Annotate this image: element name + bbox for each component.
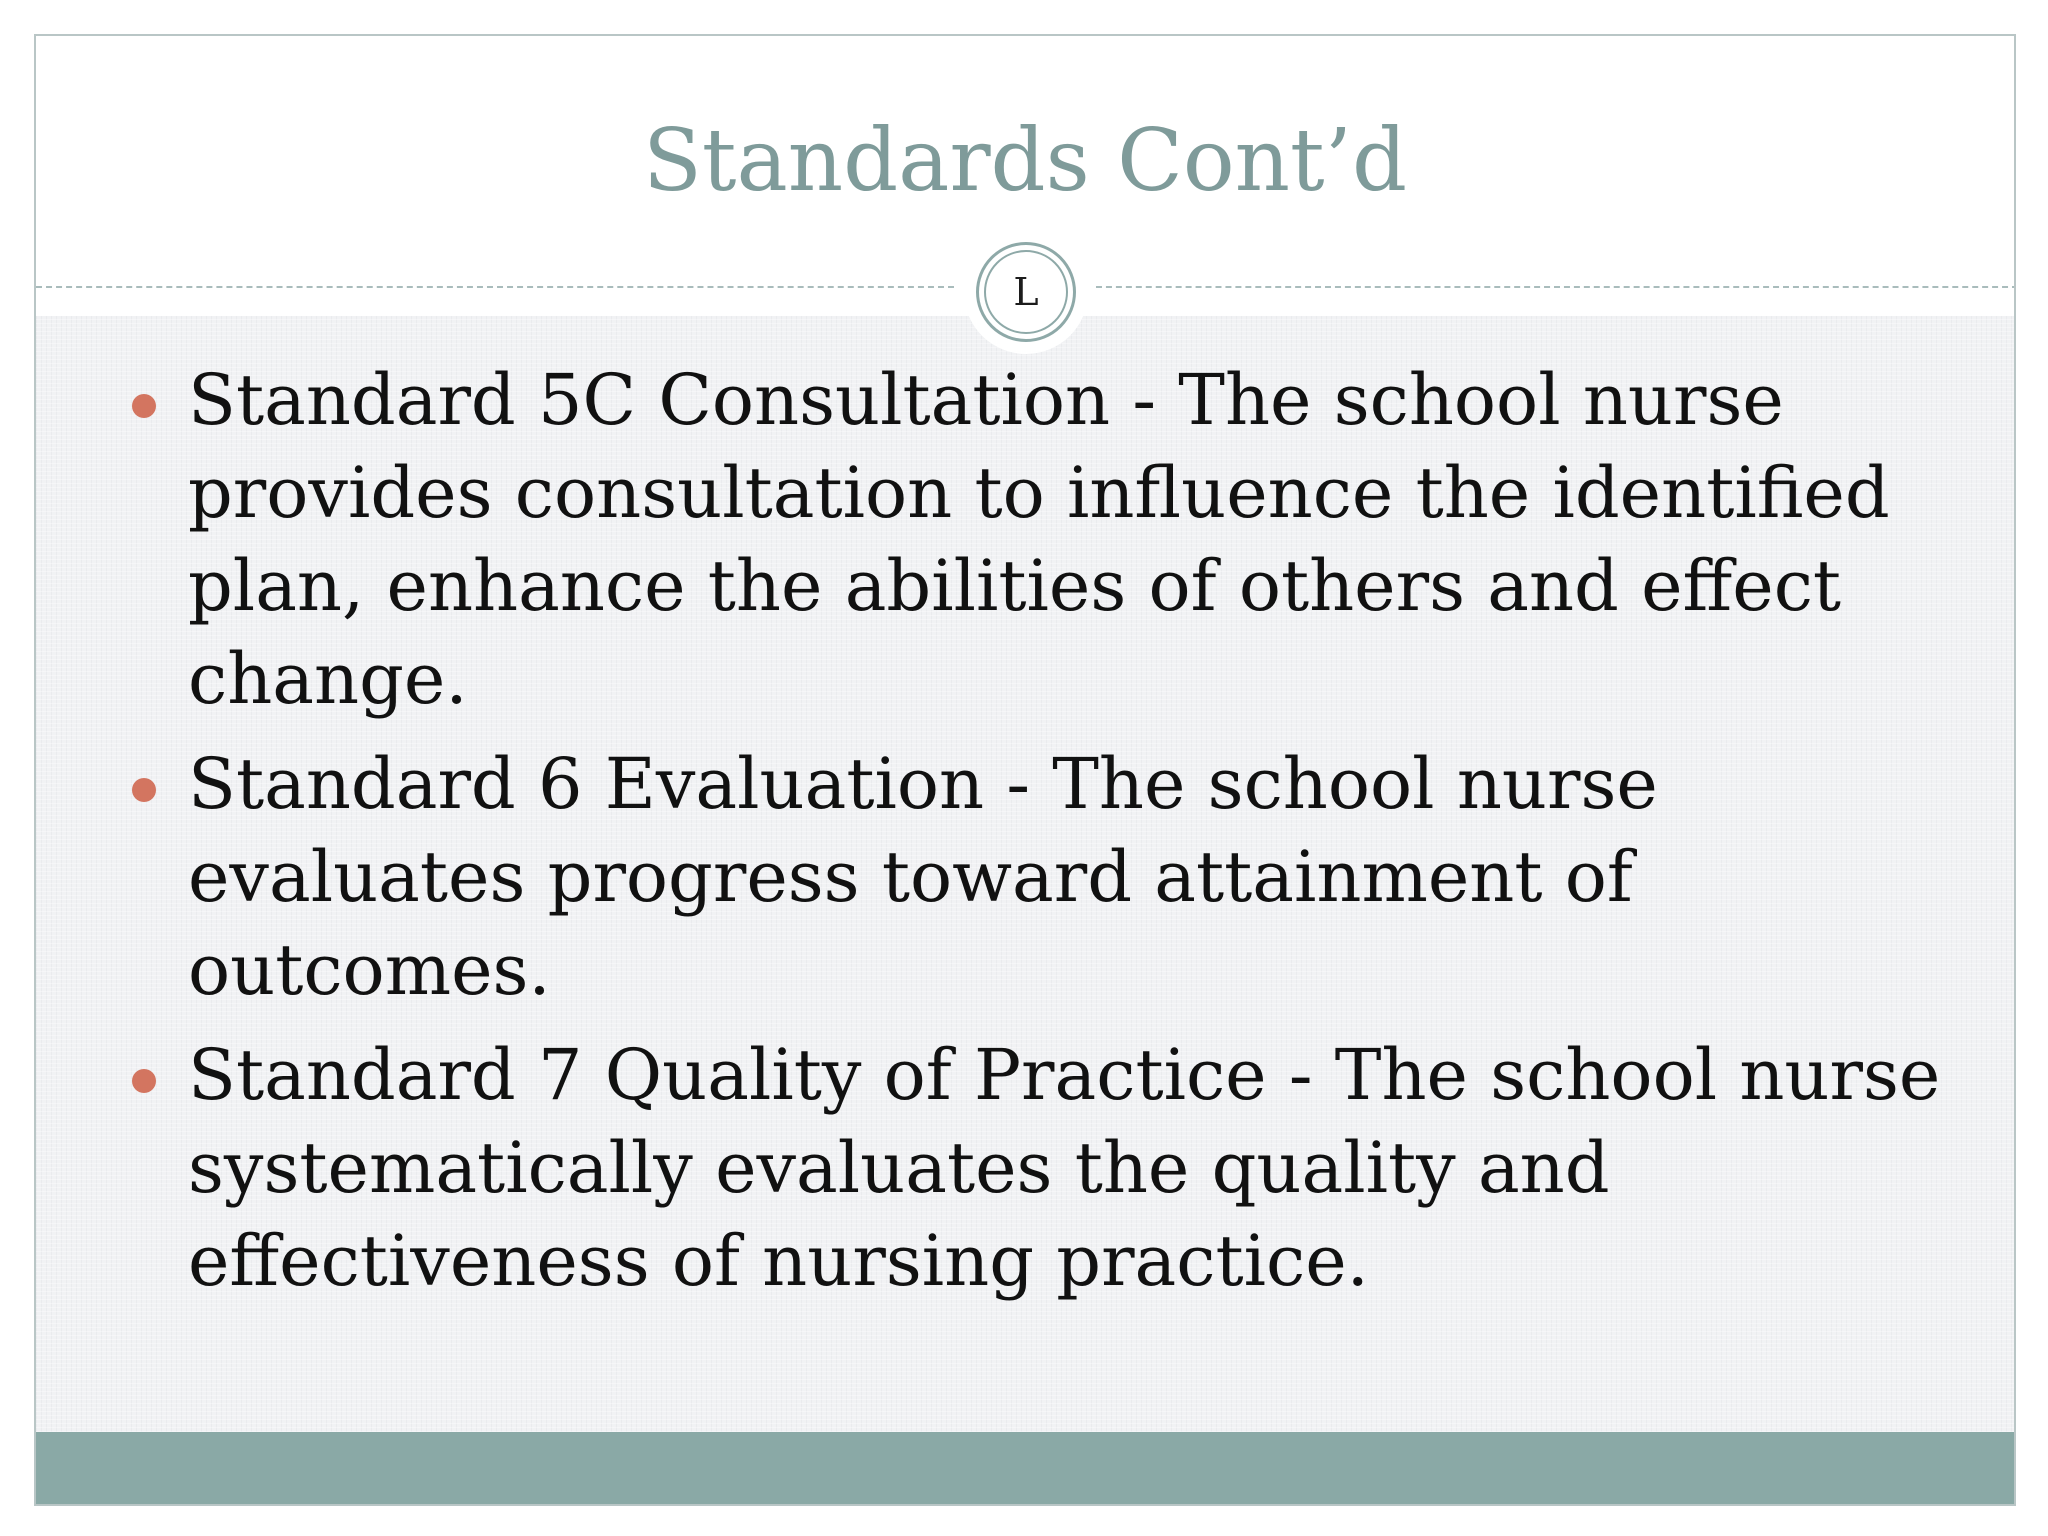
bullet-dot-icon xyxy=(132,394,156,418)
section-badge xyxy=(976,242,1076,342)
bullet-item xyxy=(152,738,1992,1017)
bullet-list xyxy=(152,354,1992,1320)
bullet-dot-icon xyxy=(132,778,156,802)
slide xyxy=(34,34,2016,1506)
bullet-dot-icon xyxy=(132,1069,156,1093)
title-divider-left xyxy=(36,286,954,288)
footer-bar xyxy=(36,1432,2014,1504)
slide-title: Standards Cont’d xyxy=(642,111,1407,211)
bullet-text: Standard 6 Evaluation - The school nurse evaluates progress toward attainment of outcomes. xyxy=(188,743,1658,1011)
title-divider-right xyxy=(1096,286,2016,288)
badge-letter: L xyxy=(984,250,1068,334)
bullet-item xyxy=(152,354,1992,726)
bullet-text: Standard 5C Consultation - The school nurse provides consultation to influence the identified plan, enhance the abilities of others and effect change. xyxy=(188,359,1890,720)
bullet-item xyxy=(152,1029,1992,1308)
bullet-text: Standard 7 Quality of Practice - The school nurse systematically evaluates the quality and effectiveness of nursing practice. xyxy=(188,1034,1941,1302)
